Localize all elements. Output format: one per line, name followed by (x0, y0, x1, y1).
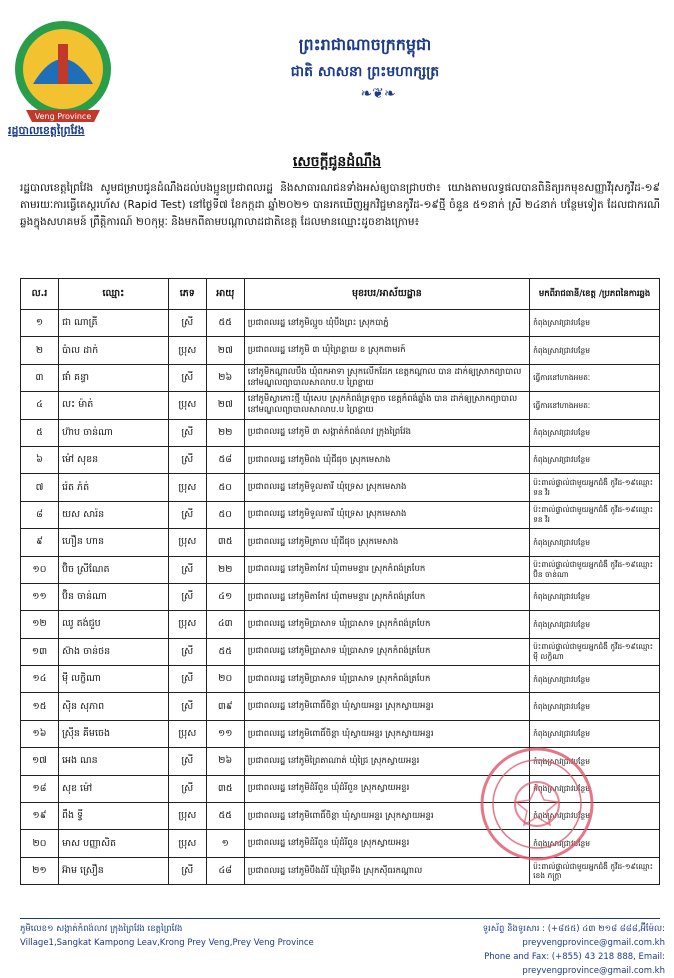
cell-name: ជា ណាត្រី (58, 310, 168, 337)
table-row (21, 364, 660, 391)
cell-age: ២២ (206, 419, 244, 446)
cell-name: ស្រ៊ីន គីមចេង (58, 720, 168, 747)
cell-no: ៣ (21, 364, 59, 391)
cell-no: ៥ (21, 419, 59, 446)
header-age: អាយុ (206, 279, 244, 310)
logo-text: Veng Province (34, 112, 92, 121)
cell-address: ប្រជាពលរដ្ឋ នៅភូមិទួលតារី ឃុំទ្រេស ស្រុកមេសាង (244, 501, 529, 528)
cell-address: នៅភូមិកណ្តាលបឹង ឃុំពកអាទា ស្រុកលើកដែក ខេត្តកណ្តាល បាន ដាក់ឲ្យស្រាកព្យាបាលនៅមណ្ឌលព្យាបាលសាលាប.ប ព្រៃខ្លាយ (244, 364, 529, 391)
table-row (21, 611, 660, 638)
cell-sex: ស្រី (168, 666, 206, 693)
cell-name: ហឿន ហាន (58, 529, 168, 556)
cell-sex: ស្រី (168, 693, 206, 720)
cell-age: ៣៥ (206, 775, 244, 802)
table-row (21, 720, 660, 747)
cell-no: ១៩ (21, 803, 59, 830)
footer-address-en: Village1,Sangkat Kampong Leav,Krong Prey Veng,Prey Veng Province (20, 938, 314, 948)
org-name: រដ្ឋបាលខេត្តព្រៃវែង (8, 124, 85, 137)
cell-age: ៥០ (206, 474, 244, 501)
footer-contact-km: ទូរស័ព្ទ និងទូរសារ : (+៨៥៥) ៤៣ ២១៨ ៨៨៨,អ៊ីម៉ែល: preyvengprovince@gmail.com.kh (482, 924, 665, 948)
cell-no: ២១ (21, 857, 59, 884)
cell-no: ៨ (21, 501, 59, 528)
cell-address: ប្រជាពលរដ្ឋ នៅភូមិប្រាសាទ ឃុំប្រាសាទ ស្រុកកំពង់ត្របែក (244, 666, 529, 693)
kingdom-heading: ព្រះរាជាណាចក្រកម្ពុជា (298, 35, 432, 54)
cell-age: ២៦ (206, 364, 244, 391)
cell-address: ប្រជាពលរដ្ឋ នៅភូមិ ៣ សង្កាត់កំពង់លាវ ក្រុងព្រៃវែង (244, 419, 529, 446)
cell-source: កំពុងស្រាវជ្រាវបន្ថែម (530, 446, 660, 473)
cell-source: កំពុងស្រាវជ្រាវបន្ថែម (530, 720, 660, 747)
table-header-row (21, 279, 660, 310)
intro-paragraph: រដ្ឋបាលខេត្តព្រៃវែង សូមជម្រាបជូនដំណឹងដល់បងប្អូនប្រជាពលរដ្ឋ និងសាធារណជនទាំងអស់ឲ្យបានជ្រាបថា៖ យោងតាមលទ្ធផលបានពិនិត្យរកមុខសញ្ញាវីរុសកូវីដ-១៩ តាមរយៈការធ្វើតេស្តរហ័ស (Rapid Test) នៅថ្ងៃទី៧ ខែកក្កដា ឆ្នាំ២០២១ បានរកឃើញអ្នកវិជ្ជមានកូវីដ-១៩ថ្មី ចំនួន ៥១នាក់ ស្រី ២៤នាក់ បន្ថែមទៀត ដែលជាករណីឆ្លងក្នុងសហគមន៍ ព្រឹត្តិការណ៍ ២០កុម្ភៈ និងមកពីតាមបណ្តាលាដជាតិខេត្ត ដែលមានឈ្មោះដូចខាងក្រោម៖ (20, 182, 660, 228)
cell-name: ស៊ាង ចាន់ថន (58, 638, 168, 665)
cell-age: ២២ (206, 556, 244, 583)
cell-address: ប្រជាពលរដ្ឋ នៅភូមិប្រាសាទ ឃុំប្រាសាទ ស្រុកកំពង់ត្របែក (244, 638, 529, 665)
cell-sex: ស្រី (168, 638, 206, 665)
footer-address (20, 922, 350, 950)
table-row (21, 583, 660, 610)
cell-no: ១៨ (21, 775, 59, 802)
cell-address: ប្រជាពលរដ្ឋ នៅភូមិពង ឃុំជីផុច ស្រុកមេសាង (244, 446, 529, 473)
cell-address: ប្រជាពលរដ្ឋ នៅភូមិដំរីពួន ឃុំដំរីពួន ស្រុកស្វាយអន្ទរ (244, 830, 529, 857)
document-title: សេចក្តីជូនដំណឹង (292, 154, 382, 170)
table-row (21, 638, 660, 665)
cell-age: ៤១ (206, 583, 244, 610)
table-row (21, 556, 660, 583)
table-row (21, 392, 660, 419)
cell-source: កំពុងស្រាវជ្រាវបន្ថែម (530, 310, 660, 337)
header-no: ល.រ (21, 279, 59, 310)
cell-name: ឈូ តង់ជួប (58, 611, 168, 638)
cell-sex: ស្រី (168, 364, 206, 391)
cell-source: កំពុងស្រាវជ្រាវបន្ថែម (530, 583, 660, 610)
cell-source: កំពុងស្រាវជ្រាវបន្ថែម (530, 775, 660, 802)
cell-sex: ស្រី (168, 748, 206, 775)
cell-source: កំពុងស្រាវជ្រាវបន្ថែម (530, 830, 660, 857)
cell-source: កំពុងស្រាវជ្រាវបន្ថែម (530, 666, 660, 693)
official-seal (478, 745, 596, 863)
cell-no: ១៦ (21, 720, 59, 747)
cell-age: ៣៥ (206, 529, 244, 556)
cell-no: ១ (21, 310, 59, 337)
footer-address-km: ភូមិលេខ១ សង្កាត់កំពង់លាវ ក្រុងព្រៃវែង ខេត្តព្រៃវែង (20, 924, 183, 934)
footer-contact (355, 922, 665, 978)
cell-address: ប្រជាពលរដ្ឋ នៅភូមិព្រៃតាណាត់ ឃុំជ្រៃ ស្រុកស្វាយអន្ទរ (244, 748, 529, 775)
cell-age: ១១ (206, 720, 244, 747)
table-row (21, 666, 660, 693)
table-row (21, 446, 660, 473)
cell-name: អេង ណន (58, 748, 168, 775)
header-address: មុខរបរ/អាស័យដ្ឋាន (244, 279, 529, 310)
table-row (21, 693, 660, 720)
cell-name: មាស បញ្ញាសិត (58, 830, 168, 857)
cell-sex: ស្រី (168, 556, 206, 583)
cell-name: យស សារ៉ន (58, 501, 168, 528)
cell-age: ៤៣ (206, 611, 244, 638)
cell-age: ៥០ (206, 501, 244, 528)
cell-age: ៤៨ (206, 857, 244, 884)
cell-no: ៧ (21, 474, 59, 501)
cell-no: ២ (21, 337, 59, 364)
cell-name: ពឹង ទ្វី (58, 803, 168, 830)
cell-source: កំពុងស្រាវជ្រាវបន្ថែម (530, 693, 660, 720)
cell-source: ធ្វើការនៅហាងអមតៈ (530, 392, 660, 419)
cell-sex: ស្រី (168, 501, 206, 528)
cell-name: ប៊ិច ស្រីណែត (58, 556, 168, 583)
cell-no: ១២ (21, 611, 59, 638)
cell-name: ប៉ាល ដាក់ (58, 337, 168, 364)
cell-source: កំពុងស្រាវជ្រាវបន្ថែម (530, 748, 660, 775)
table-row (21, 529, 660, 556)
cell-sex: ស្រី (168, 419, 206, 446)
cell-age: ៥៥ (206, 310, 244, 337)
cell-no: ១៧ (21, 748, 59, 775)
cell-name: ម៉ី លក្ខិណា (58, 666, 168, 693)
cell-source: កំពុងស្រាវជ្រាវបន្ថែម (530, 529, 660, 556)
province-logo (8, 14, 118, 132)
cell-sex: ប្រុស (168, 611, 206, 638)
cell-address: ប្រជាពលរដ្ឋ នៅភូមិប្រាសាទ ឃុំប្រាសាទ ស្រុកកំពង់ត្របែក (244, 611, 529, 638)
cell-age: ២០ (206, 666, 244, 693)
cell-name: រ៉េត ភ៉ត់ (58, 474, 168, 501)
cell-no: ៩ (21, 529, 59, 556)
cell-no: ១០ (21, 556, 59, 583)
cell-name: ហ៊ាប ចាន់ណា (58, 419, 168, 446)
cell-no: ៤ (21, 392, 59, 419)
cell-name: ប៊ិន ចាន់ណា (58, 583, 168, 610)
cell-age: ៣៩ (206, 693, 244, 720)
cell-name: ស៊ិន សុភាព (58, 693, 168, 720)
cell-source: កំពុងស្រាវជ្រាវបន្ថែម (530, 419, 660, 446)
cell-address: ប្រជាពលរដ្ឋ នៅភូមិតាកែវ ឃុំពាមមន្ទារ ស្រុកកំពង់ត្របែក (244, 556, 529, 583)
cell-sex: ប្រុស (168, 392, 206, 419)
table-row (21, 474, 660, 501)
cell-no: ២០ (21, 830, 59, 857)
motto-heading: ជាតិ សាសនា ព្រះមហាក្សត្រ (290, 64, 440, 80)
cell-source: ធ្វើការនៅហាងអមតៈ (530, 364, 660, 391)
cell-address: នៅភូមិស្វាកោះថ្មី ឃុំសេប ស្រុកកំពង់ត្រឡាច ខេត្តកំពង់ឆ្នាំង បាន ដាក់ឲ្យស្រាកព្យាបាលនៅមណ្ឌលព្យាបាលសាលាប.ប ព្រៃខ្លាយ (244, 392, 529, 419)
cell-source: ប៉ះពាល់ផ្ទាល់ជាមួយអ្នកជំងឺ កូវីដ-១៩ឈ្មោះ ទន វិរ (530, 501, 660, 528)
cell-address: ប្រជាពលរដ្ឋ នៅភូមិល្អួច ឃុំបឹងព្រះ ស្រុកបាភ្នំ (244, 310, 529, 337)
cell-sex: ប្រុស (168, 720, 206, 747)
cell-age: ១ (206, 830, 244, 857)
table-row (21, 501, 660, 528)
cell-age: ២៦ (206, 748, 244, 775)
table-row (21, 419, 660, 446)
cell-sex: ស្រី (168, 583, 206, 610)
cell-age: ៥៥ (206, 638, 244, 665)
cell-sex: ប្រុស (168, 830, 206, 857)
cell-address: ប្រជាពលរដ្ឋ នៅភូមិពោធិ៍ចិន្តា ឃុំស្វាយអន្ទរ ស្រុកស្វាយអន្ទរ (244, 693, 529, 720)
cell-no: ១៣ (21, 638, 59, 665)
cell-age: ២៧ (206, 337, 244, 364)
header-source: មកពីរាជធានី/ខេត្ត /ប្រភពនៃការឆ្លង (530, 279, 660, 310)
table-row (21, 337, 660, 364)
cell-address: ប្រជាពលរដ្ឋ នៅភូមិត្រាល ឃុំជីផុច ស្រុកមេសាង (244, 529, 529, 556)
footer-contact-en: Phone and Fax: (+855) 43 218 888, Email: preyvengprovince@gmail.com.kh (484, 952, 665, 976)
cell-name: សុខ ម៉ៅ (58, 775, 168, 802)
table-row (21, 310, 660, 337)
cell-sex: ប្រុស (168, 529, 206, 556)
cell-name: ម៉ៅ សុខន (58, 446, 168, 473)
cell-address: ប្រជាពលរដ្ឋ នៅភូមិដំរីពួន ឃុំដំរីពួន ស្រុកស្វាយអន្ទរ (244, 775, 529, 802)
cell-sex: ប្រុស (168, 337, 206, 364)
cell-sex: ស្រី (168, 775, 206, 802)
cell-address: ប្រជាពលរដ្ឋ នៅភូមិទួលតារី ឃុំទ្រេស ស្រុកមេសាង (244, 474, 529, 501)
cell-name: លះ ម៉ាត់ (58, 392, 168, 419)
cell-age: ៥៨ (206, 446, 244, 473)
cell-address: ប្រជាពលរដ្ឋ នៅភូមិពោធិ៍ចិន្តា ឃុំស្វាយអន្ទរ ស្រុកស្វាយអន្ទរ (244, 803, 529, 830)
cell-sex: ប្រុស (168, 474, 206, 501)
cell-sex: ស្រី (168, 857, 206, 884)
cell-source: ប៉ះពាល់ផ្ទាល់ជាមួយអ្នកជំងឺ កូវីដ-១៩ឈ្មោះ ទន វិរ (530, 474, 660, 501)
cell-source: កំពុងស្រាវជ្រាវបន្ថែម (530, 611, 660, 638)
cell-age: ២៧ (206, 392, 244, 419)
cell-address: ប្រជាពលរដ្ឋ នៅភូមិពោធិ៍ចិន្តា ឃុំស្វាយអន្ទរ ស្រុកស្វាយអន្ទរ (244, 720, 529, 747)
cell-source: ប៉ះពាល់ផ្ទាល់ជាមួយអ្នកជំងឺ កូវីដ-១៩ឈ្មោះ ប៊ិន ចាន់ណា (530, 556, 660, 583)
ornament-divider: ❧❦❧ (360, 86, 396, 102)
cell-source: កំពុងស្រាវជ្រាវបន្ថែម (530, 803, 660, 830)
cell-no: ៦ (21, 446, 59, 473)
cell-address: ប្រជាពលរដ្ឋ នៅភូមិបឹងដំរី ឃុំព្រៃទឹង ស្រុកស៊ីធរកណ្តាល (244, 857, 529, 884)
cell-name: ផាំ គន្ធា (58, 364, 168, 391)
cell-sex: ស្រី (168, 310, 206, 337)
cell-sex: ស្រី (168, 446, 206, 473)
cell-no: ១៥ (21, 693, 59, 720)
cell-source: កំពុងស្រាវជ្រាវបន្ថែម (530, 337, 660, 364)
cell-name: អ៊ាម ស្រឿន (58, 857, 168, 884)
cell-source: ប៉ះពាល់ផ្ទាល់ជាមួយអ្នកជំងឺ កូវីដ-១៩ឈ្មោះ ម៉ី លក្ខិណា (530, 638, 660, 665)
cell-sex: ប្រុស (168, 803, 206, 830)
cell-address: ប្រជាពលរដ្ឋ នៅភូមិ ៣ ឃុំព្រៃខ្លាយ ខ ស្រុកពាមរក៍ (244, 337, 529, 364)
cell-no: ១៤ (21, 666, 59, 693)
cell-address: ប្រជាពលរដ្ឋ នៅភូមិតាកែវ ឃុំពាមមន្ទារ ស្រុកកំពង់ត្របែក (244, 583, 529, 610)
header-name: ឈ្មោះ (58, 279, 168, 310)
header-sex: ភេទ (168, 279, 206, 310)
footer-divider (20, 918, 660, 919)
cell-source: ប៉ះពាល់ផ្ទាល់ជាមួយអ្នកជំងឺ កូវីដ-១៩ឈ្មោះ ខេង ភក្ត្រា (530, 857, 660, 884)
cell-age: ៥៥ (206, 803, 244, 830)
cell-no: ១១ (21, 583, 59, 610)
